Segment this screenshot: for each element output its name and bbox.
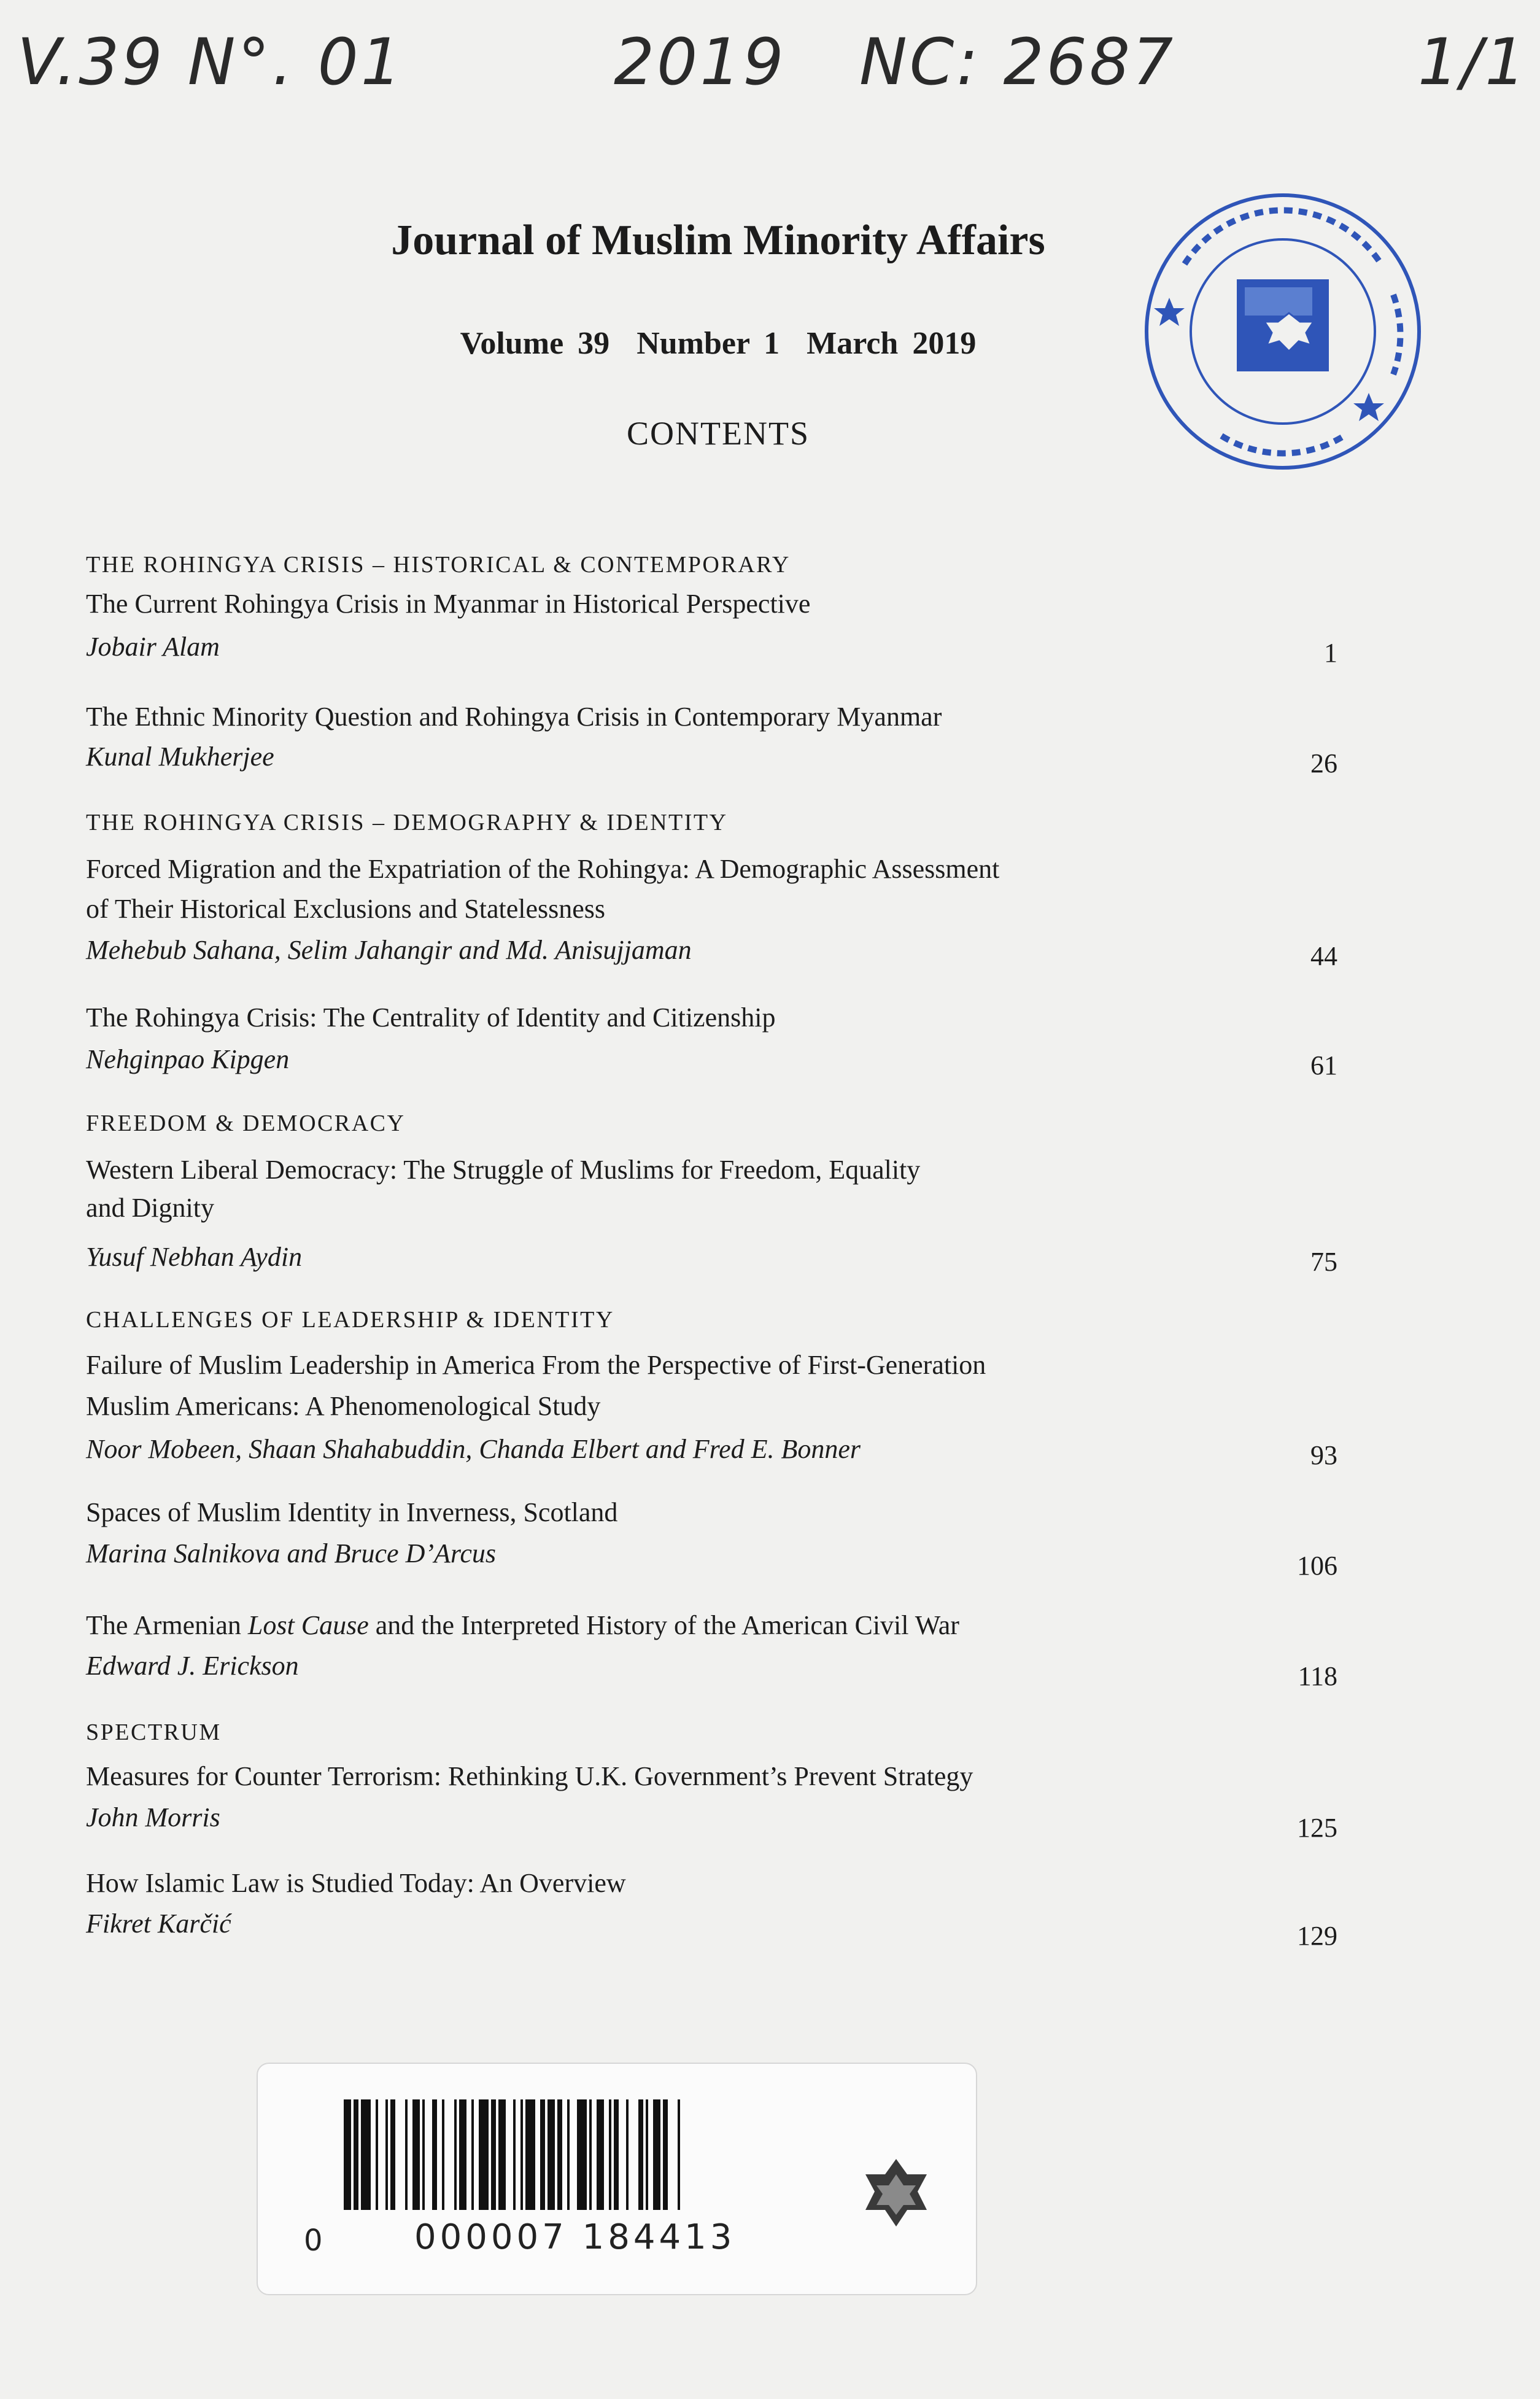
barcode-bar [609,2099,611,2210]
issue-date: March 2019 [807,326,977,361]
barcode-sticker [257,2063,977,2295]
barcode-bar [390,2099,395,2210]
barcode-bar [385,2099,388,2210]
barcode-bar [412,2099,420,2210]
barcode-bar [678,2099,680,2210]
article-title-part: and the Interpreted History of the American Civil War [368,1610,959,1640]
barcode-bar [626,2099,629,2210]
article-title: The Current Rohingya Crisis in Myanmar in Historical Perspective [86,589,811,619]
article-authors: Jobair Alam [86,632,220,662]
article-authors: Fikret Karčić [86,1909,231,1939]
barcode-prefix: 0 [304,2223,323,2258]
page-number: 1 [1324,638,1337,668]
page-number: 106 [1297,1551,1337,1581]
barcode-bar [405,2099,408,2210]
page-number: 75 [1310,1247,1337,1277]
section-heading: SPECTRUM [86,1719,222,1745]
article-authors: Noor Mobeen, Shaan Shahabuddin, Chanda Elbert and Fred E. Bonner [86,1434,861,1464]
article-title-continued: of Their Historical Exclusions and Statelessness [86,894,606,924]
barcode-bar [589,2099,592,2210]
barcode-bar [646,2099,648,2210]
article-authors: John Morris [86,1802,220,1832]
barcode-bar [597,2099,604,2210]
article-authors: Edward J. Erickson [86,1651,299,1681]
article-title: Spaces of Muslim Identity in Inverness, Scotland [86,1497,618,1527]
library-logo-icon [859,2156,933,2230]
page-number: 125 [1297,1813,1337,1843]
section-heading: CHALLENGES OF LEADERSHIP & IDENTITY [86,1307,614,1333]
article-title: Western Liberal Democracy: The Struggle of Muslims for Freedom, Equality [86,1155,921,1185]
article-title: Failure of Muslim Leadership in America From the Perspective of First-Generation [86,1350,986,1380]
article-authors: Marina Salnikova and Bruce D’Arcus [86,1538,497,1568]
article-authors: Yusuf Nebhan Aydin [86,1242,303,1272]
article-authors: Kunal Mukherjee [86,742,274,772]
barcode-bar [498,2099,506,2210]
barcode-bar [653,2099,660,2210]
page-number: 26 [1310,748,1337,778]
section-heading: FREEDOM & DEMOCRACY [86,1110,406,1136]
barcode-bar [540,2099,545,2210]
barcode-bar [520,2099,523,2210]
volume-number: Volume 39 [460,326,610,361]
barcode-bar [567,2099,570,2210]
article-title: The Ethnic Minority Question and Rohingya Crisis in Contemporary Myanmar [86,702,942,732]
barcode-bar [432,2099,437,2210]
barcode-number: 000007 184413 [414,2217,736,2257]
barcode-bar [344,2099,351,2210]
barcode-bar [525,2099,535,2210]
handwritten-copy-note: 1/1 [1418,25,1528,99]
article-title-continued: and Dignity [86,1193,214,1223]
barcode-bar [557,2099,562,2210]
barcode-bar [454,2099,457,2210]
barcode-bar [459,2099,466,2210]
article-title-italic: Lost Cause [247,1610,369,1640]
barcode-bar [422,2099,425,2210]
handwritten-nc-note: NC: 2687 [859,25,1176,99]
article-title-continued: Muslim Americans: A Phenomenological Study [86,1391,601,1421]
page-number: 129 [1297,1921,1337,1951]
issue-number: Number 1 [637,326,780,361]
barcode-icon [344,2099,847,2210]
barcode-bar [663,2099,668,2210]
article-authors: Mehebub Sahana, Selim Jahangir and Md. Anisujjaman [86,935,692,965]
section-heading: THE ROHINGYA CRISIS – DEMOGRAPHY & IDENTITY [86,810,728,835]
journal-title: Journal of Muslim Minority Affairs [391,217,1045,264]
barcode-bar [361,2099,371,2210]
page-number: 61 [1310,1050,1337,1080]
handwritten-year-note: 2019 [614,25,786,99]
article-title: Measures for Counter Terrorism: Rethinking U.K. Government’s Prevent Strategy [86,1761,973,1791]
page-number: 93 [1310,1440,1337,1470]
barcode-bar [442,2099,444,2210]
barcode-bar [548,2099,555,2210]
barcode-bar [614,2099,619,2210]
barcode-bar [479,2099,489,2210]
section-heading: THE ROHINGYA CRISIS – HISTORICAL & CONTEMPORARY [86,552,791,578]
article-title [86,1610,959,1641]
article-authors: Nehginpao Kipgen [86,1044,290,1074]
barcode-bar [513,2099,516,2210]
barcode-bar [577,2099,587,2210]
barcode-bar [471,2099,474,2210]
contents-heading: CONTENTS [627,415,810,452]
article-title: The Rohingya Crisis: The Centrality of Identity and Citizenship [86,1002,776,1033]
barcode-bar [376,2099,378,2210]
article-title-part: The Armenian [86,1610,248,1640]
barcode-bar [354,2099,358,2210]
page-number: 118 [1298,1661,1337,1691]
page-number: 44 [1310,941,1337,971]
volume-line [0,325,1436,362]
handwritten-volume-note: V.39 N°. 01 [17,25,404,99]
barcode-bar [638,2099,643,2210]
barcode-bar [491,2099,496,2210]
article-title: How Islamic Law is Studied Today: An Overview [86,1868,626,1898]
article-title: Forced Migration and the Expatriation of the Rohingya: A Demographic Assessment [86,854,1000,884]
